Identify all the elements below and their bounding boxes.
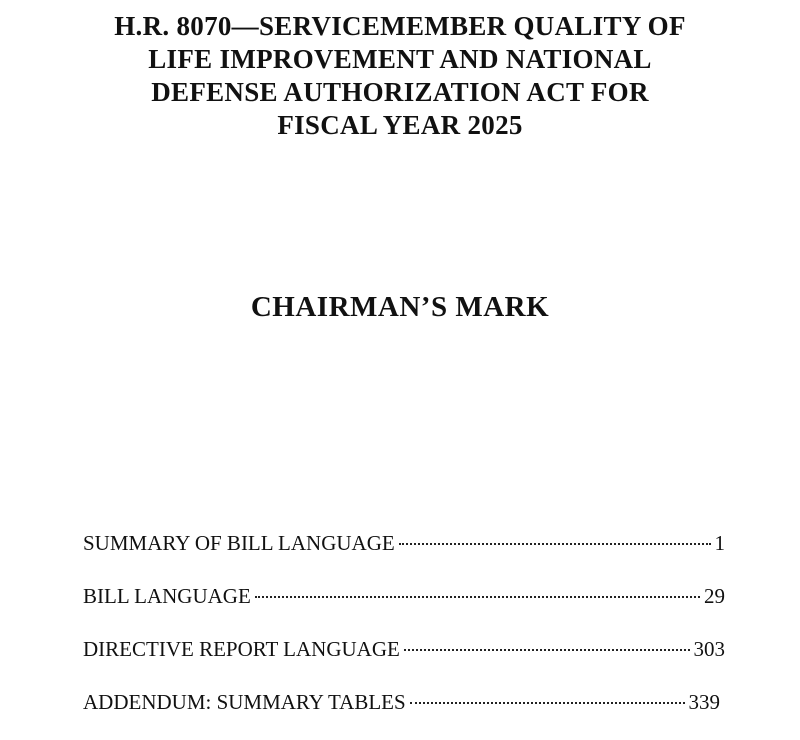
dot-leader [255,596,700,598]
toc-entry-label: BILL LANGUAGE [83,584,251,608]
dot-leader [410,702,685,704]
toc-entry-page: 29 [704,584,725,608]
toc-entry-addendum-summary-tables[interactable] [83,687,720,740]
toc-entry-page: 303 [693,637,725,661]
title-line: FISCAL YEAR 2025 [277,110,523,140]
title-line: LIFE IMPROVEMENT AND NATIONAL [148,44,652,74]
table-of-contents [83,528,725,740]
dot-leader [404,649,690,651]
title-line: DEFENSE AUTHORIZATION ACT FOR [151,77,649,107]
dot-leader [399,543,711,545]
toc-entry-bill-language[interactable] [83,581,725,634]
document-subtitle: CHAIRMAN’S MARK [250,291,550,323]
toc-entry-directive-report-language[interactable] [83,634,725,687]
toc-entry-page: 1 [714,531,725,555]
toc-entry-summary-of-bill-language[interactable] [83,528,725,581]
toc-entry-label: SUMMARY OF BILL LANGUAGE [83,531,395,555]
toc-entry-label: ADDENDUM: SUMMARY TABLES [83,690,406,714]
toc-entry-page: 339 [688,690,720,714]
toc-entry-label: DIRECTIVE REPORT LANGUAGE [83,637,400,661]
title-line: H.R. 8070—SERVICEMEMBER QUALITY OF [114,11,686,41]
document-title [60,10,740,142]
